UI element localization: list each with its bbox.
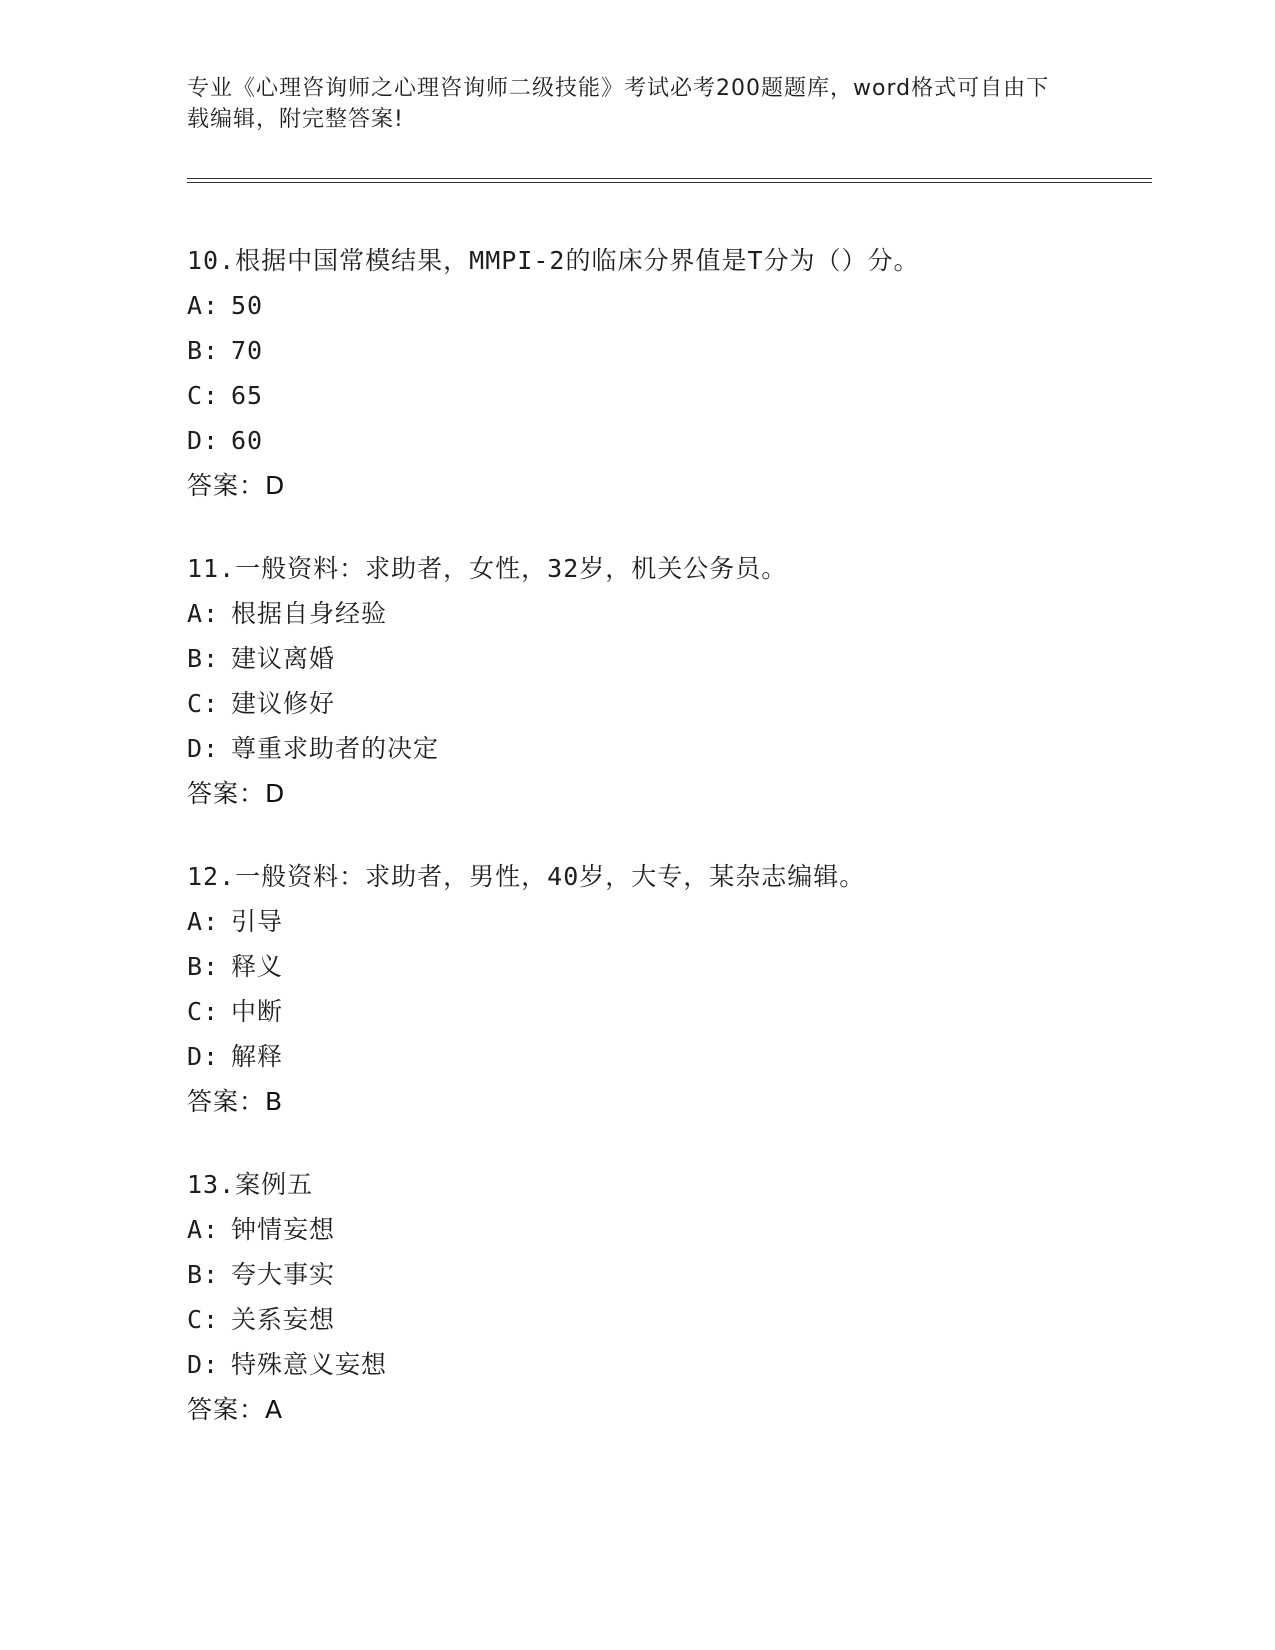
option-label: C: [187,997,220,1026]
option-label: A: [187,1215,220,1244]
answer-key: 答案：A [187,1395,284,1424]
option-text: 关系妄想 [231,1305,336,1334]
answer-key: 答案：D [187,779,286,808]
question-stem: 10.根据中国常模结果，MMPI-2的临床分界值是T分为（）分。 [187,246,920,275]
option-text: 夸大事实 [231,1260,336,1289]
option-label: D: [187,426,220,455]
option-c [187,989,1147,1034]
option-c [187,681,1147,726]
option-text: 尊重求助者的决定 [231,734,440,763]
option-label: C: [187,1305,220,1334]
option-label: A: [187,291,220,320]
option-label: C: [187,381,220,410]
header-divider-top [187,178,1152,179]
question-item-13 [187,1162,1147,1432]
option-a [187,1207,1147,1252]
option-label: B: [187,644,220,673]
option-label: D: [187,734,220,763]
answer-key: 答案：B [187,1087,284,1116]
option-text: 钟情妄想 [231,1215,336,1244]
option-text: 建议修好 [231,689,336,718]
option-c [187,373,1147,418]
option-text: 60 [231,426,264,455]
question-item-11 [187,546,1147,816]
question-stem: 12.一般资料：求助者，男性，40岁，大专，某杂志编辑。 [187,862,866,891]
option-label: B: [187,336,220,365]
option-b [187,328,1147,373]
option-a [187,283,1147,328]
option-text: 解释 [231,1042,284,1071]
option-label: D: [187,1350,220,1379]
option-text: 50 [231,291,264,320]
option-b [187,636,1147,681]
document-header-intro: 专业《心理咨询师之心理咨询师二级技能》考试必考200题题库，word格式可自由下载编辑，附完整答案! [187,76,1050,132]
header-divider-bottom [187,182,1152,183]
option-d [187,418,1147,463]
question-item-10 [187,238,1147,508]
option-label: A: [187,907,220,936]
option-text: 70 [231,336,264,365]
option-label: B: [187,1260,220,1289]
option-c [187,1297,1147,1342]
option-d [187,1342,1147,1387]
option-b [187,944,1147,989]
option-label: B: [187,952,220,981]
question-item-12 [187,854,1147,1124]
answer-key: 答案：D [187,471,286,500]
question-stem: 13.案例五 [187,1170,314,1199]
option-text: 根据自身经验 [231,599,388,628]
option-text: 特殊意义妄想 [231,1350,388,1379]
question-stem: 11.一般资料：求助者，女性，32岁，机关公务员。 [187,554,788,583]
option-label: D: [187,1042,220,1071]
option-d [187,726,1147,771]
option-d [187,1034,1147,1079]
option-text: 中断 [231,997,284,1026]
option-b [187,1252,1147,1297]
option-label: A: [187,599,220,628]
option-text: 释义 [231,952,284,981]
option-a [187,899,1147,944]
option-text: 建议离婚 [231,644,336,673]
option-text: 65 [231,381,264,410]
option-label: C: [187,689,220,718]
question-list [187,238,1147,1470]
option-a [187,591,1147,636]
option-text: 引导 [231,907,284,936]
